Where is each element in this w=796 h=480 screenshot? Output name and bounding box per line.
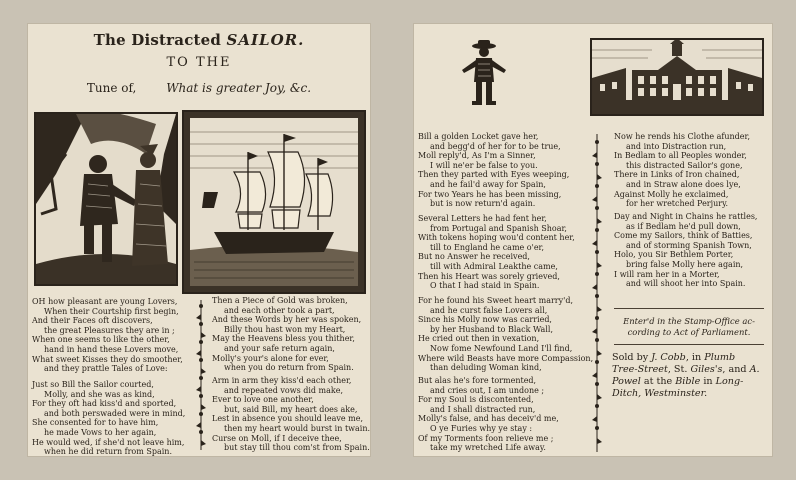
- verse-line: Curse on Moll, if I deceive thee,: [212, 433, 342, 443]
- verse-line: but stay till thou com'st from Spain.: [224, 443, 370, 453]
- verse-line: and they prattle Tales of Love:: [44, 364, 168, 374]
- stanza-4: [212, 376, 370, 453]
- verse-line: bring false Molly here again,: [626, 259, 744, 269]
- imprint-line: Powel at the Bible in Long-: [612, 376, 744, 387]
- right-broadside-sheet: [414, 24, 772, 456]
- verse-line: till with Admiral Leakthe came,: [430, 261, 558, 271]
- stanza-5: [418, 132, 569, 209]
- verse-line: and in Straw alone does lye,: [626, 179, 741, 189]
- verse-line: and I shall distracted run,: [430, 404, 536, 414]
- verse-line: Now fome Newfound Land I'll find,: [430, 343, 573, 353]
- verse-line: Arm in arm they kiss'd each other,: [212, 376, 352, 385]
- bedlam-hospital-woodcut-icon: [590, 38, 764, 116]
- verse-line: He cried out then in vexation,: [418, 334, 540, 344]
- tune-name: What is greater Joy, &c.: [166, 81, 312, 95]
- stanza-10: [614, 212, 757, 289]
- verse-line: this distracted Sailor's gone,: [626, 160, 743, 170]
- verse-line: For two Years he has been missing,: [418, 189, 562, 199]
- verse-line: than deluding Woman kind,: [430, 363, 542, 373]
- verse-line: Molly's false, and has deceiv'd me,: [418, 414, 559, 424]
- verse-line: For they oft had kiss'd and sported,: [32, 399, 177, 409]
- verse-line: and begg'd of her for to be true,: [430, 141, 561, 151]
- imprint-line: Sold by J. Cobb, in Plumb: [612, 352, 736, 363]
- to-the-line: TO THE: [166, 55, 232, 70]
- verse-line: the great Pleasures they are in ;: [44, 325, 175, 335]
- verse-line: but, said Bill, my heart does ake,: [224, 404, 358, 414]
- verse-line: from Portugal and Spanish Shoar,: [430, 223, 567, 233]
- verse-line: I will ram her in a Morter,: [614, 269, 720, 279]
- stanza-7: [418, 296, 593, 373]
- verse-line: and each other took a part,: [224, 305, 335, 315]
- verse-line: What sweet Kisses they do smoother,: [32, 354, 183, 364]
- verse-line: Bill a golden Locket gave her,: [418, 132, 539, 141]
- vine-ornament-icon: [592, 134, 602, 452]
- verse-line: For he found his Sweet heart marry'd,: [418, 296, 574, 305]
- verse-line: Where wild Beasts have more Compassion,: [418, 353, 594, 363]
- verse-line: But no Answer he received,: [418, 252, 530, 262]
- verse-line: then my heart would burst in twain.: [224, 423, 371, 433]
- verse-line: and repeated vows did make,: [224, 385, 344, 395]
- verse-line: and your safe return again,: [224, 343, 335, 353]
- verse-line: Since his Molly now was carried,: [418, 315, 552, 325]
- stanza-9: [614, 132, 750, 209]
- verse-line: by her Husband to Black Wall,: [430, 324, 553, 334]
- stanza-2: [32, 380, 185, 457]
- verse-line: Just so Bill the Sailor courted,: [32, 380, 154, 389]
- verse-line: Molly's your's alone for ever,: [212, 353, 329, 363]
- verse-line: May the Heavens bless you thither,: [212, 334, 355, 344]
- verse-line: and he fail'd away for Spain,: [430, 179, 546, 189]
- verse-line: And these Words by her was spoken,: [212, 315, 362, 325]
- verse-line: Molly, and she was as kind,: [44, 389, 155, 399]
- verse-line: She consented for to have him,: [32, 418, 159, 428]
- imprint-line: Tree-Street, St. Giles's, and A.: [612, 364, 760, 375]
- ballad-title: [28, 31, 370, 49]
- verse-line: There in Links of Iron chained,: [614, 170, 740, 180]
- verse-line: Billy thou hast won my Heart,: [224, 324, 346, 334]
- verse-line: Come my Sailors, think of Batties,: [614, 231, 753, 241]
- verse-line: Holo, you Sir Bethlem Porter,: [614, 250, 734, 260]
- verse-line: O that I had staid in Spain.: [430, 281, 540, 291]
- verse-line: when he did return from Spain.: [44, 447, 173, 457]
- vine-ornament-icon: [196, 300, 206, 450]
- verse-line: For my Soul is discontented,: [418, 395, 534, 405]
- verse-line: hand in hand these Lovers move,: [44, 344, 179, 354]
- verse-line: Now he rends his Clothe afunder,: [614, 132, 750, 141]
- verse-line: OH how pleasant are young Lovers,: [32, 297, 178, 306]
- title-text: The Distracted: [93, 31, 222, 49]
- tune-line: [28, 81, 370, 95]
- verse-line: Then they parted with Eyes weeping,: [418, 170, 570, 180]
- verse-line: With tokens hoping wou'd content her,: [418, 233, 575, 243]
- verse-line: He would wed, if she'd not leave him,: [32, 437, 185, 447]
- verse-line: and of storming Spanish Town,: [626, 240, 752, 250]
- verse-line: And their Faces oft discovers,: [32, 316, 153, 326]
- verse-line: I will ne'er be false to you.: [430, 160, 538, 170]
- verse-line: Several Letters he had fent her,: [418, 214, 547, 223]
- stamp-office-notice: Enter'd in the Stamp-Office according to Act of Parliament.: [623, 316, 755, 337]
- verse-line: when you do return from Spain.: [224, 363, 354, 373]
- verse-line: for her wretched Perjury.: [626, 199, 729, 209]
- verse-line: and cries out, I am undone ;: [430, 385, 545, 395]
- left-broadside-sheet: [28, 24, 370, 456]
- verse-line: and he curst false Lovers all,: [430, 305, 548, 315]
- verse-line: he made Vows to her again,: [44, 427, 157, 437]
- printer-imprint: [612, 352, 768, 400]
- verse-line: When their Courtship first begin,: [44, 306, 179, 316]
- divider-rule: [614, 308, 764, 309]
- lovers-woodcut-icon: [34, 112, 178, 286]
- stanza-8: [418, 376, 559, 453]
- verse-line: When one seems to like the other,: [32, 335, 170, 345]
- verse-line: and both perswaded were in mind,: [44, 408, 186, 418]
- divider-rule: [614, 344, 764, 345]
- verse-line: and into Distraction run,: [626, 141, 727, 151]
- verse-line: and will shoot her into Spain.: [626, 279, 746, 289]
- verse-line: Lest in absence you should leave me,: [212, 414, 364, 424]
- verse-line: Moll reply'd, As I'm a Sinner,: [418, 151, 536, 161]
- verse-line: But alas he's fore tormented,: [418, 376, 537, 385]
- verse-line: O ye Furies why ye stay :: [430, 423, 533, 433]
- verse-line: In Bedlam to all Peoples wonder,: [614, 151, 747, 161]
- imprint-line: Ditch, Westminster.: [612, 388, 708, 399]
- stanza-6: [418, 214, 575, 291]
- ship-woodcut-icon: [182, 110, 366, 294]
- verse-line: till to England he came o'er,: [430, 242, 545, 252]
- tune-label: Tune of,: [86, 81, 137, 95]
- verse-line: but is now return'd again.: [430, 199, 536, 209]
- verse-line: Then his Heart was sorely grieved,: [418, 271, 560, 281]
- verse-line: Against Molly he exclaimed,: [614, 189, 729, 199]
- verse-line: Then a Piece of Gold was broken,: [212, 296, 348, 305]
- title-sailor-text: SAILOR.: [226, 31, 305, 49]
- stanza-3: [212, 296, 361, 373]
- stanza-1: [32, 296, 183, 374]
- sailor-woodcut-icon: [458, 38, 510, 108]
- verse-line: as if Bedlam he'd pull down,: [626, 221, 741, 231]
- verse-line: Day and Night in Chains he rattles,: [614, 212, 758, 221]
- verse-line: take my wretched Life away.: [430, 443, 546, 453]
- verse-line: Of my Torments foon relieve me ;: [418, 433, 554, 443]
- verse-line: Ever to love one another,: [212, 395, 314, 405]
